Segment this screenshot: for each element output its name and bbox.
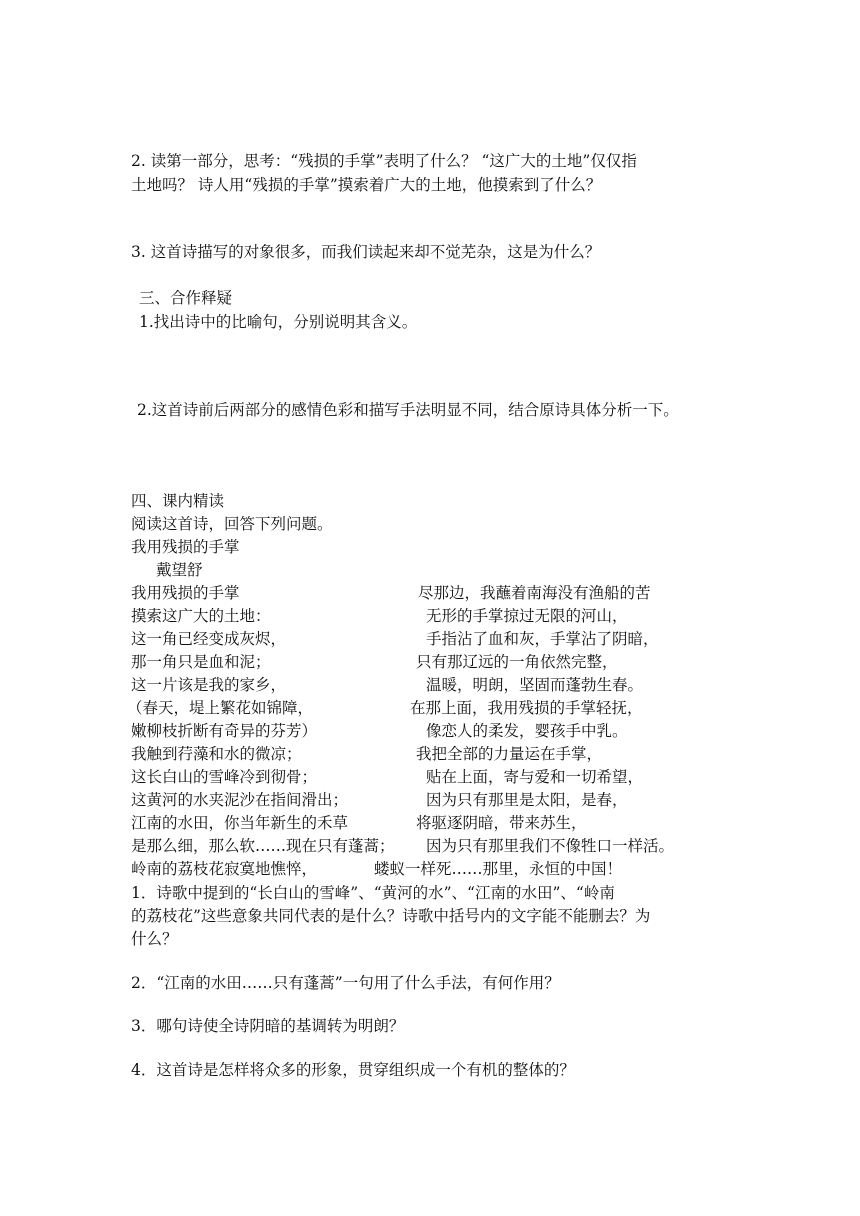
poem-line: 那一角只是血和泥；: [131, 653, 271, 671]
poem-line: 嫩柳枝折断有奇异的芬芳）: [131, 722, 318, 740]
poem-line: 无形的手掌掠过无限的河山，: [426, 607, 628, 625]
poem-line: 像恋人的柔发，婴孩手中乳。: [426, 722, 628, 740]
poem-line: 我用残损的手掌: [131, 584, 240, 602]
question-2-line-1: 2. 读第一部分，思考：“残损的手掌”表明了什么？ “这广大的土地”仅仅指: [131, 152, 637, 170]
poem-author: 戴望舒: [156, 561, 203, 579]
poem-line: 贴在上面，寄与爱和一切希望，: [426, 768, 644, 786]
section-4-heading: 四、课内精读: [131, 492, 225, 510]
poem-line: 江南的水田，你当年新生的禾草: [131, 814, 349, 832]
poem-line: 因为只有那里是太阳，是春，: [426, 791, 628, 809]
poem-line: 这黄河的水夹泥沙在指间滑出；: [131, 791, 349, 809]
poem-line: 蝼蚁一样死……那里，永恒的中国！: [374, 860, 623, 878]
poem-line: 这一角已经变成灰烬，: [131, 630, 287, 648]
reading-question-2: 2．“江南的水田……只有蓬蒿”一句用了什么手法，有何作用？: [131, 974, 560, 992]
section-3-heading: 三、合作释疑: [139, 289, 233, 307]
poem-line: 温暖，明朗，坚固而蓬勃生春。: [426, 676, 644, 694]
reading-question-1-line-3: 什么？: [131, 930, 178, 948]
section-3-question-1: 1.找出诗中的比喻句，分别说明其含义。: [139, 313, 418, 331]
reading-question-3: 3．哪句诗使全诗阴暗的基调转为明朗？: [131, 1017, 405, 1035]
poem-line: 我触到荇藻和水的微凉；: [131, 745, 302, 763]
poem-line: 只有那辽远的一角依然完整，: [416, 653, 618, 671]
poem-line: 手指沾了血和灰，手掌沾了阴暗，: [426, 630, 659, 648]
poem-line: （春天，堤上繁花如锦障，: [127, 699, 314, 717]
section-3-question-2: 2.这首诗前后两部分的感情色彩和描写手法明显不同，结合原诗具体分析一下。: [137, 401, 679, 419]
reading-question-1-line-2: 的荔枝花”这些意象共同代表的是什么？诗歌中括号内的文字能不能删去？为: [131, 907, 651, 925]
poem-line: 将驱逐阴暗，带来苏生，: [416, 814, 587, 832]
poem-title: 我用残损的手掌: [131, 538, 240, 556]
poem-line: 摸索这广大的土地：: [131, 607, 271, 625]
question-2-line-2: 土地吗？ 诗人用“残损的手掌”摸索着广大的土地，他摸索到了什么？: [131, 176, 602, 194]
reading-question-1-line-1: 1．诗歌中提到的“长白山的雪峰”、“黄河的水”、“江南的水田”、“岭南: [131, 884, 615, 902]
poem-line: 因为只有那里我们不像牲口一样活。: [426, 837, 675, 855]
reading-question-4: 4．这首诗是怎样将众多的形象，贯穿组织成一个有机的整体的？: [131, 1061, 575, 1079]
poem-line: 我把全部的力量运在手掌，: [416, 745, 603, 763]
reading-instruction: 阅读这首诗，回答下列问题。: [131, 515, 333, 533]
poem-line: 岭南的荔枝花寂寞地憔悴，: [131, 860, 318, 878]
poem-line: 这一片该是我的家乡，: [131, 676, 287, 694]
poem-line: 尽那边，我蘸着南海没有渔船的苦: [418, 584, 651, 602]
question-3: 3. 这首诗描写的对象很多，而我们读起来却不觉芜杂，这是为什么？: [131, 243, 601, 261]
poem-line: 是那么细，那么软……现在只有蓬蒿；: [131, 837, 395, 855]
poem-line: 这长白山的雪峰冷到彻骨；: [131, 768, 318, 786]
poem-line: 在那上面，我用残损的手掌轻抚，: [410, 699, 643, 717]
